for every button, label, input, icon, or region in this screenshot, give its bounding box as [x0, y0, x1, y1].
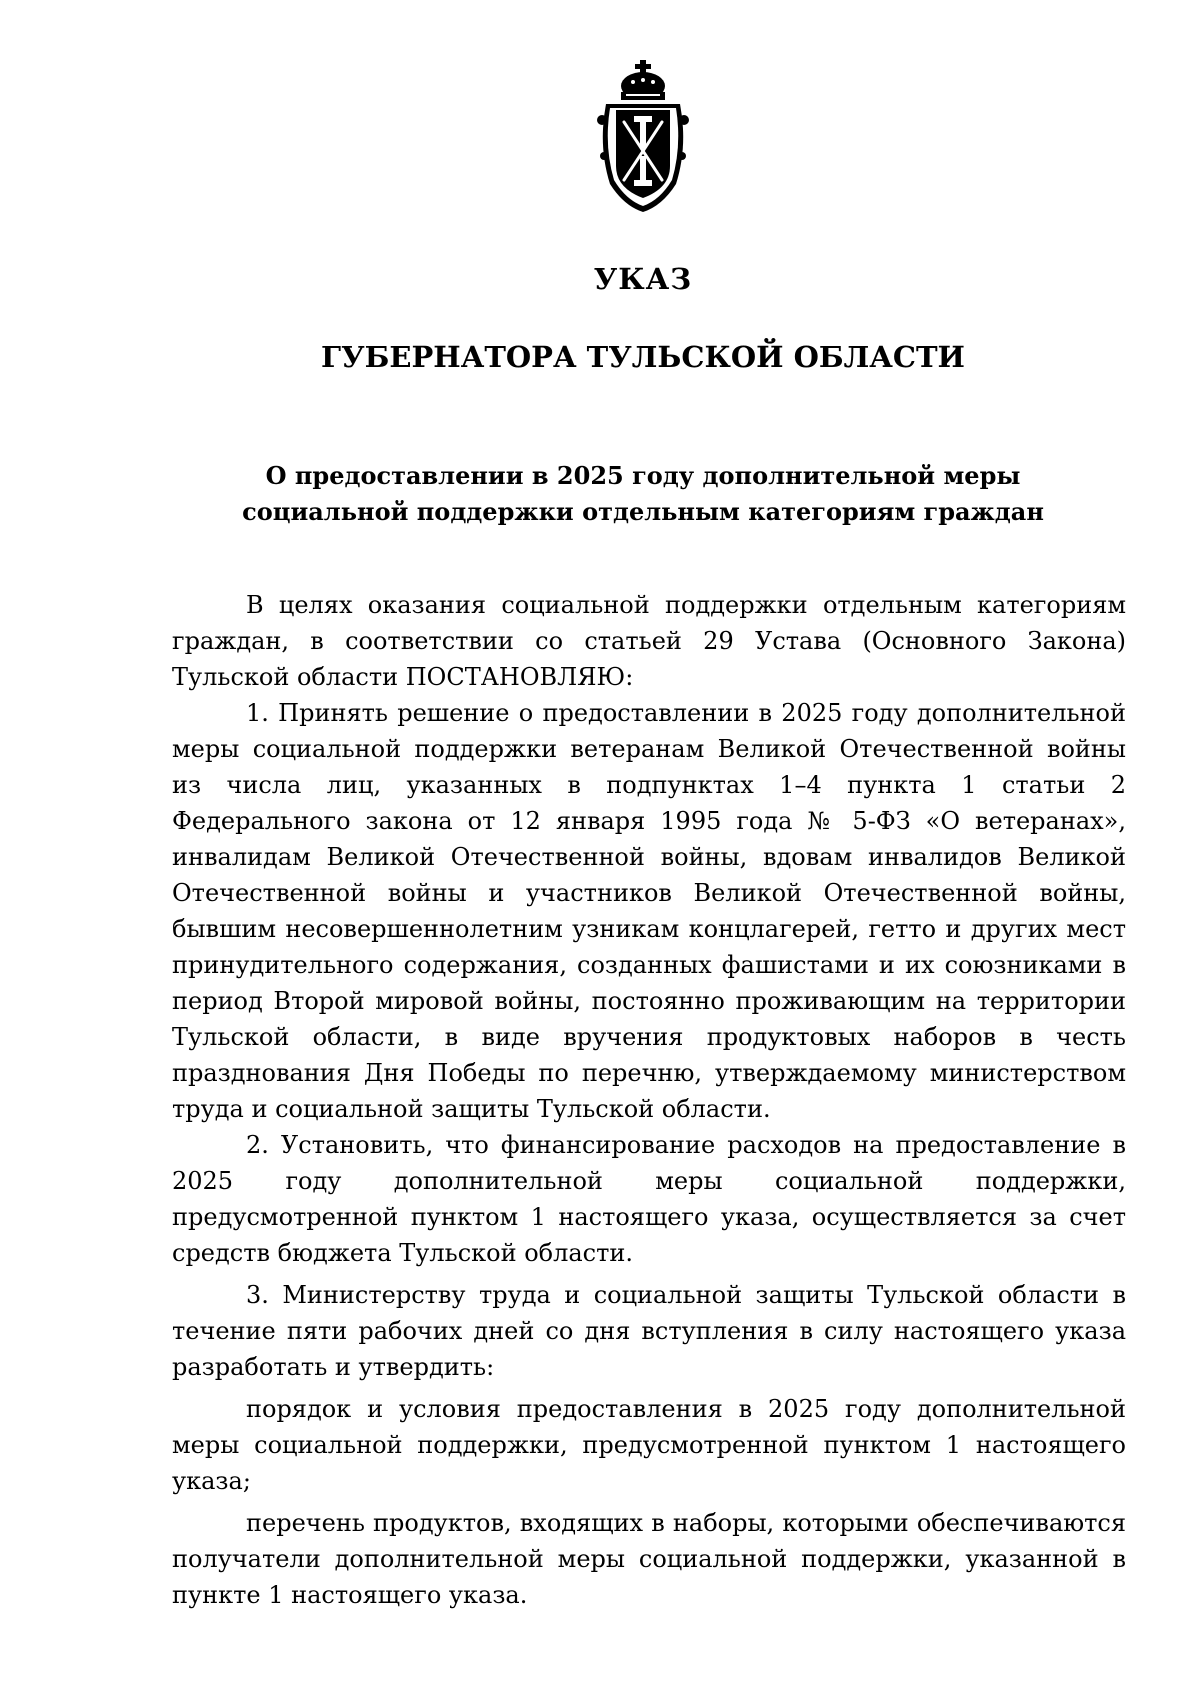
document-body — [172, 587, 1126, 1613]
issuer-heading: ГУБЕРНАТОРА ТУЛЬСКОЙ ОБЛАСТИ — [321, 340, 965, 374]
sub-clause-paragraph: порядок и условия предоставления в 2025 году дополнительной меры социальной поддержки, предусмотренной пунктом 1 настоящего указа; — [172, 1395, 1126, 1495]
document-type-heading: УКАЗ — [593, 262, 693, 296]
clause-paragraph: 1. Принять решение о предоставлении в 2025 году дополнительной меры социальной поддержки ветеранам Великой Отечественной войны из числа лиц, указанных в подпунктах 1–4 пункта 1 статьи 2 Федерального закона от 12 января 1995 года № 5-ФЗ «О ветеранах», инвалидам Великой Отечественной войны, вдовам инвалидов Великой Отечественной войны и участников Великой Отечественной войны, бывшим несовершеннолетним узникам концлагерей, гетто и других мест принудительного содержания, созданных фашистами и их союзниками в период Второй мировой войны, постоянно проживающим на территории Тульской области, в виде вручения продуктовых наборов в честь празднования Дня Победы по перечню, утверждаемому министерством труда и социальной защиты Тульской области. — [172, 699, 1126, 1123]
document-subject — [0, 458, 1200, 530]
subject-line: социальной поддержки отдельным категориям граждан — [242, 497, 1044, 526]
tula-region-coat-of-arms-icon — [588, 56, 698, 216]
clause-paragraph: 2. Установить, что финансирование расходов на предоставление в 2025 году дополнительной меры социальной поддержки, предусмотренной пунктом 1 настоящего указа, осуществляется за счет средств бюджета Тульской области. — [172, 1131, 1126, 1267]
subject-line: О предоставлении в 2025 году дополнительной меры — [265, 461, 1021, 490]
clause-paragraph: 3. Министерству труда и социальной защиты Тульской области в течение пяти рабочих дней со дня вступления в силу настоящего указа разработать и утвердить: — [172, 1281, 1126, 1381]
sub-clause-paragraph: перечень продуктов, входящих в наборы, которыми обеспечиваются получатели дополнительной меры социальной поддержки, указанной в пункте 1 настоящего указа. — [172, 1509, 1126, 1609]
preamble-paragraph: В целях оказания социальной поддержки отдельным категориям граждан, в соответствии со статьей 29 Устава (Основного Закона) Тульской области ПОСТАНОВЛЯЮ: — [172, 591, 1126, 691]
